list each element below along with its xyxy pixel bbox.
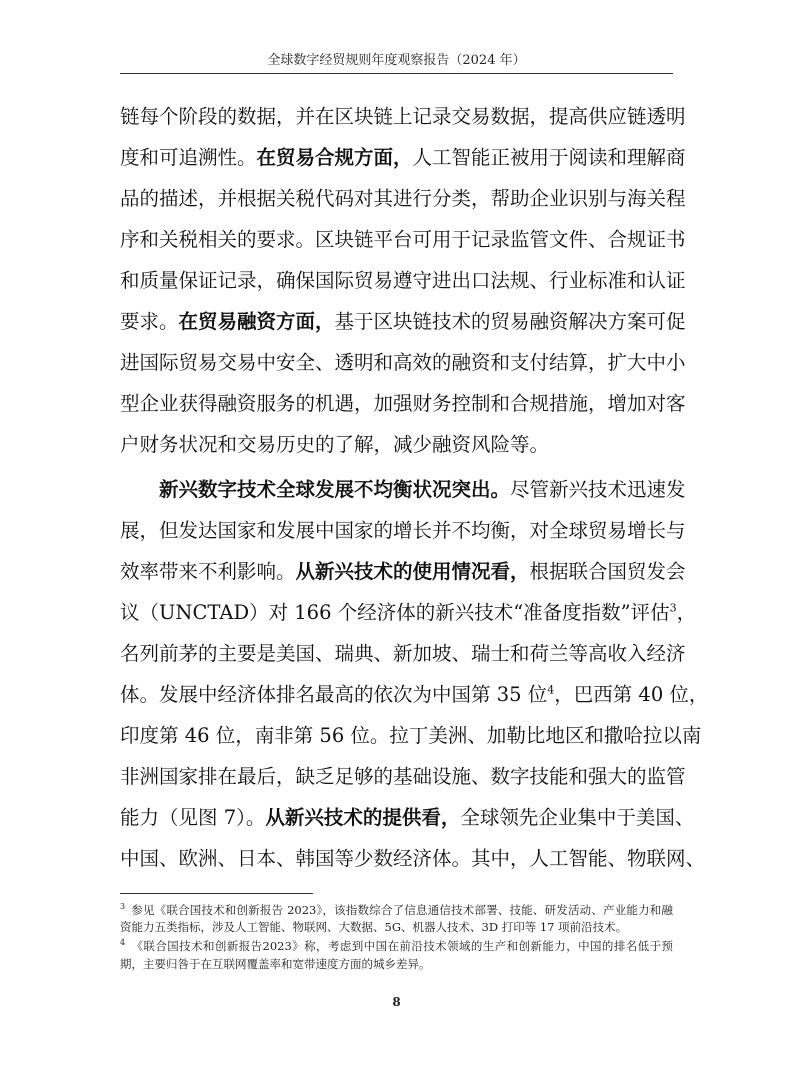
paragraph-line: 印度第 46 位，南非第 56 位。拉丁美洲、加勒比地区和撒哈拉以南 xyxy=(120,724,702,747)
text-run: ，巴西第 40 位， xyxy=(554,683,709,706)
footnote-mark: 4 xyxy=(120,938,126,948)
text-run: 议（UNCTAD）对 166 个经济体的新兴技术“准备度指数”评估 xyxy=(120,601,670,624)
footnote-4 xyxy=(120,938,673,954)
paragraph-line xyxy=(120,600,697,626)
text-run: 效率带来不利影响。 xyxy=(120,560,296,583)
text-run: 全球领先企业集中于美国、 xyxy=(460,806,695,829)
paragraph-line xyxy=(120,145,686,171)
header-divider xyxy=(120,73,673,74)
text-run: 人工智能正被用于阅读和理解商 xyxy=(412,146,686,169)
paragraph-line: 链每个阶段的数据，并在区块链上记录交易数据，提高供应链透明 xyxy=(120,105,686,128)
paragraph-line: 名列前茅的主要是美国、瑞典、新加坡、瑞士和荷兰等高收入经济 xyxy=(120,642,686,665)
paragraph-line xyxy=(159,477,686,503)
text-run: 体。发展中经济体排名最高的依次为中国第 35 位 xyxy=(120,683,548,706)
paragraph-line xyxy=(120,309,686,335)
text-run: ， xyxy=(676,601,697,624)
page-header-title: 全球数字经贸规则年度观察报告（2024 年） xyxy=(267,53,526,68)
text-run: 度和可追溯性。 xyxy=(120,146,257,169)
footnote-ref-3: 3 xyxy=(669,601,677,615)
bold-heading-technology-usage: 从新兴技术的使用情况看， xyxy=(295,560,530,583)
paragraph-line: 型企业获得融资服务的机遇，加强财务控制和合规措施，增加对客 xyxy=(120,392,686,415)
paragraph-line: 进国际贸易交易中安全、透明和高效的融资和支付结算，扩大中小 xyxy=(120,351,686,374)
footnote-ref-4: 4 xyxy=(547,683,555,697)
paragraph-line: 序和关税相关的要求。区块链平台可用于记录监管文件、合规证书 xyxy=(120,228,686,251)
page-number: 8 xyxy=(392,995,401,1009)
footnote-3 xyxy=(120,902,673,918)
text-run: 要求。 xyxy=(120,310,179,333)
paragraph-line: 品的描述，并根据关税代码对其进行分类，帮助企业识别与海关程 xyxy=(120,187,686,210)
bold-heading-trade-compliance: 在贸易合规方面， xyxy=(256,146,413,169)
paragraph-line: 非洲国家排在最后，缺乏足够的基础设施、数字技能和强大的监管 xyxy=(120,765,686,788)
footnote-3-cont: 资能力五类指标，涉及人工智能、物联网、大数据、5G、机器人技术、3D 打印等 17 项前沿技术。 xyxy=(120,920,628,934)
bold-heading-technology-supply: 从新兴技术的提供看， xyxy=(265,806,461,829)
paragraph-line: 中国、欧洲、日本、韩国等少数经济体。其中，人工智能、物联网、 xyxy=(120,847,706,870)
bold-heading-trade-finance: 在贸易融资方面， xyxy=(178,310,335,333)
paragraph-line xyxy=(120,559,686,585)
paragraph-line: 户财务状况和交易历史的了解，减少融资风险等。 xyxy=(120,433,550,456)
paragraph-line xyxy=(120,682,709,708)
footnote-text: 《联合国技术和创新报告2023》称，考虑到中国在前沿技术领域的生产和创新能力，中国的排名低于预 xyxy=(131,939,673,953)
paragraph-line xyxy=(120,805,695,831)
text-run: 根据联合国贸发会 xyxy=(529,560,686,583)
footnote-mark: 3 xyxy=(120,902,126,912)
footnote-4-cont: 期，主要归咎于在互联网覆盖率和宽带速度方面的城乡差异。 xyxy=(120,957,431,971)
paragraph-line: 和质量保证记录，确保国际贸易遵守进出口法规、行业标准和认证 xyxy=(120,269,686,292)
paragraph-line: 展，但发达国家和发展中国家的增长并不均衡，对全球贸易增长与 xyxy=(120,519,686,542)
text-run: 能力（见图 7）。 xyxy=(120,806,266,829)
text-run: 基于区块链技术的贸易融资解决方案可促 xyxy=(334,310,686,333)
text-run: 尽管新兴技术迅速发 xyxy=(510,478,686,501)
footnote-divider xyxy=(120,893,313,894)
footnote-text: 参见《联合国技术和创新报告 2023》，该指数综合了信息通信技术部署、技能、研发活动、产业能力和融 xyxy=(131,903,673,917)
bold-heading-uneven-development: 新兴数字技术全球发展不均衡状况突出。 xyxy=(159,478,511,501)
